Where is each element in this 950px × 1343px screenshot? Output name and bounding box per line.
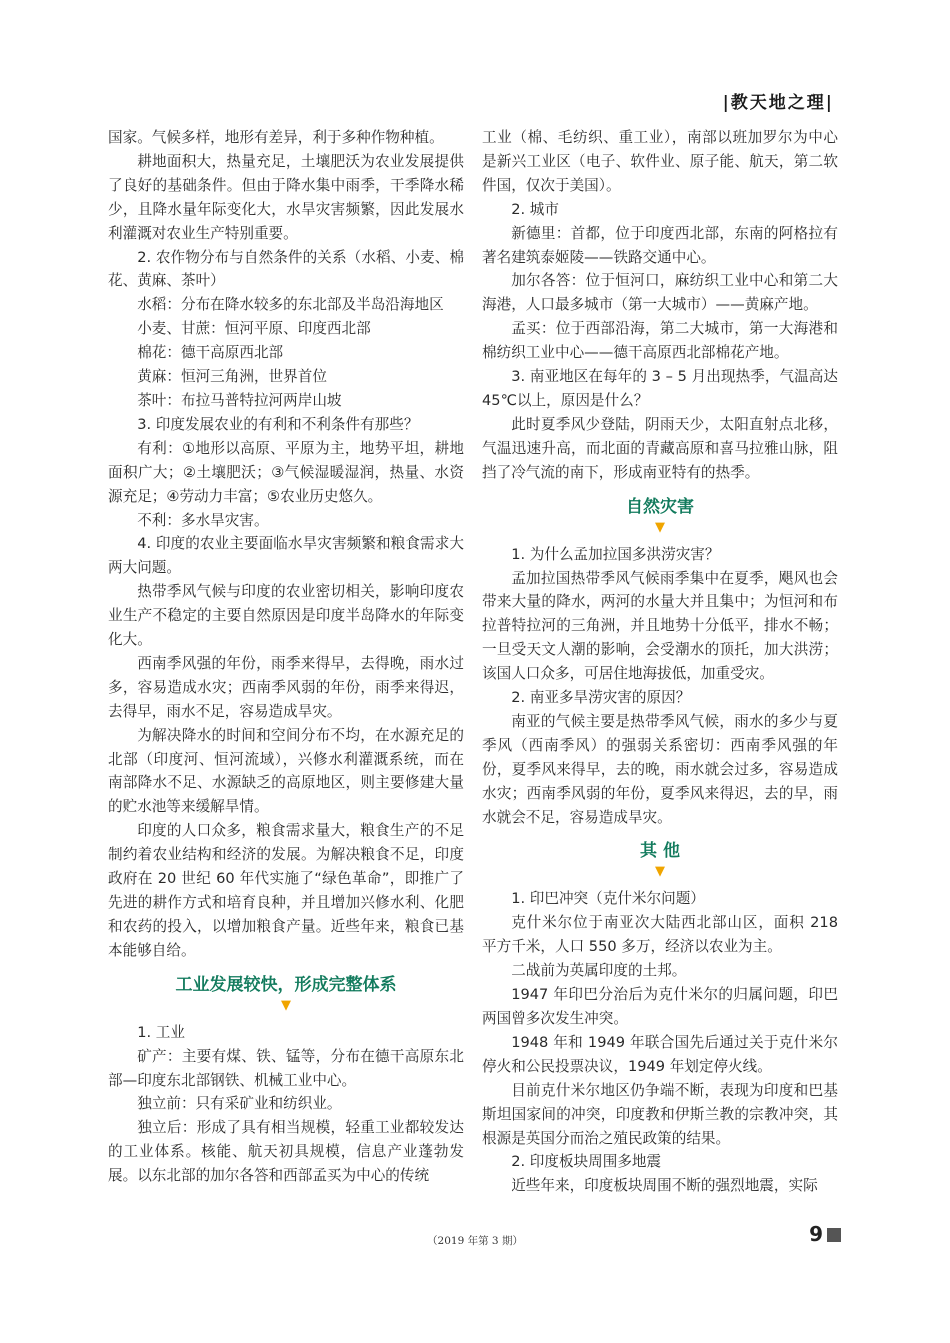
paragraph: 2. 印度板块周围多地震 bbox=[511, 1153, 662, 1171]
paragraph: 二战前为英属印度的土邦。 bbox=[511, 962, 687, 980]
page-number: 9 bbox=[809, 1222, 823, 1246]
section-title-industry: 工业发展较快，形成完整体系 bbox=[175, 974, 397, 995]
paragraph: 黄麻：恒河三角洲，世界首位 bbox=[137, 368, 327, 386]
paragraph: 1. 工业 bbox=[137, 1023, 185, 1041]
paragraph: 加尔各答：位于恒河口，麻纺织工业中心和第二大海港，人口最多城市（第一大城市）——黄麻产地。 bbox=[482, 272, 838, 314]
paragraph: 1. 印巴冲突（克什米尔问题） bbox=[511, 890, 705, 908]
right-column bbox=[482, 126, 838, 1198]
paragraph: 为解决降水的时间和空间分布不均，在水源充足的北部（印度河、恒河流域），兴修水利灌溉系统，而在南部降水不足、水源缺乏的高原地区，则主要修建大量的贮水池等来缓解旱情。 bbox=[108, 726, 464, 816]
paragraph: 西南季风强的年份，雨季来得早，去得晚，雨水过多，容易造成水灾；西南季风弱的年份，雨季来得迟，去得早，雨水不足，容易造成旱灾。 bbox=[108, 654, 464, 720]
paragraph: 3. 印度发展农业的有利和不利条件有那些？ bbox=[137, 415, 419, 433]
paragraph: 不利：多水旱灾害。 bbox=[137, 511, 269, 529]
left-column bbox=[108, 126, 464, 1188]
paragraph: 孟买：位于西部沿海，第二大城市，第一大海港和棉纺织工业中心——德干高原西北部棉花产地。 bbox=[482, 320, 838, 362]
triangle-marker-icon: ▼ bbox=[281, 997, 291, 1013]
paragraph: 工业（棉、毛纺织、重工业），南部以班加罗尔为中心是新兴工业区（电子、软件业、原子能、航天，第二软件国，仅次于美国）。 bbox=[482, 129, 838, 194]
paragraph: 孟加拉国热带季风气候雨季集中在夏季，飓风也会带来大量的降水，两河的水量大并且集中；为恒河和布拉普特拉河的三角洲，并且地势十分低平，排水不畅；一旦受天文人潮的影响，会受潮水的顶托，加大洪涝；该国人口众多，可居住地海拔低，加重受灾。 bbox=[482, 569, 838, 683]
paragraph: 3. 南亚地区在每年的 3 – 5 月出现热季，气温高达 45℃以上，原因是什么？ bbox=[482, 368, 838, 409]
paragraph: 有利：①地形以高原、平原为主，地势平坦，耕地面积广大；②土壤肥沃；③气候湿暖湿润，热量、水资源充足；④劳动力丰富；⑤农业历史悠久。 bbox=[108, 439, 464, 505]
issue-footer: （2019 年第 3 期） bbox=[427, 1235, 523, 1247]
paragraph: 此时夏季风少登陆，阴雨天少，太阳直射点北移，气温迅速升高，而北面的青藏高原和喜马拉雅山脉，阻挡了冷气流的南下，形成南亚特有的热季。 bbox=[482, 415, 838, 481]
paragraph: 近些年来，印度板块周围不断的强烈地震，实际 bbox=[511, 1177, 818, 1195]
paragraph: 热带季风气候与印度的农业密切相关，影响印度农业生产不稳定的主要自然原因是印度半岛降水的年际变化大。 bbox=[108, 583, 464, 649]
paragraph: 4. 印度的农业主要面临水旱灾害频繁和粮食需求大两大问题。 bbox=[108, 535, 464, 577]
paragraph: 2. 农作物分布与自然条件的关系（水稻、小麦、棉花、黄麻、茶叶） bbox=[108, 248, 464, 290]
section-title-disaster: 自然灾害 bbox=[626, 496, 694, 517]
paragraph: 水稻：分布在降水较多的东北部及半岛沿海地区 bbox=[137, 296, 444, 314]
paragraph: 南亚的气候主要是热带季风气候，雨水的多少与夏季风（西南季风）的强弱关系密切：西南季风强的年份，夏季风来得早，去的晚，雨水就会过多，容易造成水灾；西南季风弱的年份，夏季风来得迟，去的早，雨水就会不足，容易造成旱灾。 bbox=[482, 712, 838, 826]
paragraph: 1947 年印巴分治后为克什米尔的归属问题，印巴两国曾多次发生冲突。 bbox=[482, 986, 838, 1027]
paragraph: 新德里：首都，位于印度西北部，东南的阿格拉有著名建筑泰姬陵——铁路交通中心。 bbox=[482, 224, 838, 266]
paragraph: 克什米尔位于南亚次大陆西北部山区，面积 218 平方千米，人口 550 多万，经济以农业为主。 bbox=[482, 914, 838, 956]
paragraph: 目前克什米尔地区仍争端不断，表现为印度和巴基斯坦国家间的冲突，印度教和伊斯兰教的宗教冲突，其根源是英国分而治之殖民政策的结果。 bbox=[482, 1081, 838, 1147]
paragraph: 1948 年和 1949 年联合国先后通过关于克什米尔停火和公民投票决议，1949 年划定停火线。 bbox=[482, 1033, 838, 1075]
triangle-marker-icon: ▼ bbox=[655, 519, 665, 535]
paragraph: 耕地面积大，热量充足，土壤肥沃为农业发展提供了良好的基础条件。但由于降水集中雨季，干季降水稀少，且降水量年际变化大，水旱灾害频繁，因此发展水利灌溉对农业生产特别重要。 bbox=[108, 152, 464, 242]
paragraph: 印度的人口众多，粮食需求量大，粮食生产的不足制约着农业结构和经济的发展。为解决粮食不足，印度政府在 20 世纪 60 年代实施了“绿色革命”，即推广了先进的耕作方式和培育良种，并且增加兴修水利、化肥和农药的投入，以增加粮食产量。近些年来，粮食已基本能够自给。 bbox=[108, 822, 464, 959]
triangle-marker-icon: ▼ bbox=[655, 864, 665, 880]
paragraph: 棉花：德干高原西北部 bbox=[137, 344, 284, 362]
paragraph: 国家。气候多样，地形有差异，利于多种作物种植。 bbox=[108, 129, 444, 146]
paragraph: 矿产：主要有煤、铁、锰等，分布在德干高原东北部—印度东北部钢铁、机械工业中心。 bbox=[108, 1047, 464, 1089]
paragraph: 茶叶：布拉马普特拉河两岸山坡 bbox=[137, 391, 342, 409]
paragraph: 小麦、甘蔗：恒河平原、印度西北部 bbox=[137, 320, 371, 338]
paragraph: 1. 为什么孟加拉国多洪涝灾害？ bbox=[511, 545, 720, 563]
page-square-icon bbox=[827, 1228, 841, 1242]
paragraph: 独立后：形成了具有相当规模，轻重工业都较发达的工业体系。核能、航天初具规模，信息产业蓬勃发展。以东北部的加尔各答和西部孟买为中心的传统 bbox=[108, 1119, 464, 1185]
paragraph: 2. 南亚多旱涝灾害的原因？ bbox=[511, 689, 691, 707]
section-title-other: 其 他 bbox=[640, 841, 680, 862]
column-brand-header: |教天地之理| bbox=[722, 93, 834, 113]
paragraph: 2. 城市 bbox=[511, 200, 559, 218]
paragraph: 独立前：只有采矿业和纺织业。 bbox=[137, 1095, 342, 1113]
